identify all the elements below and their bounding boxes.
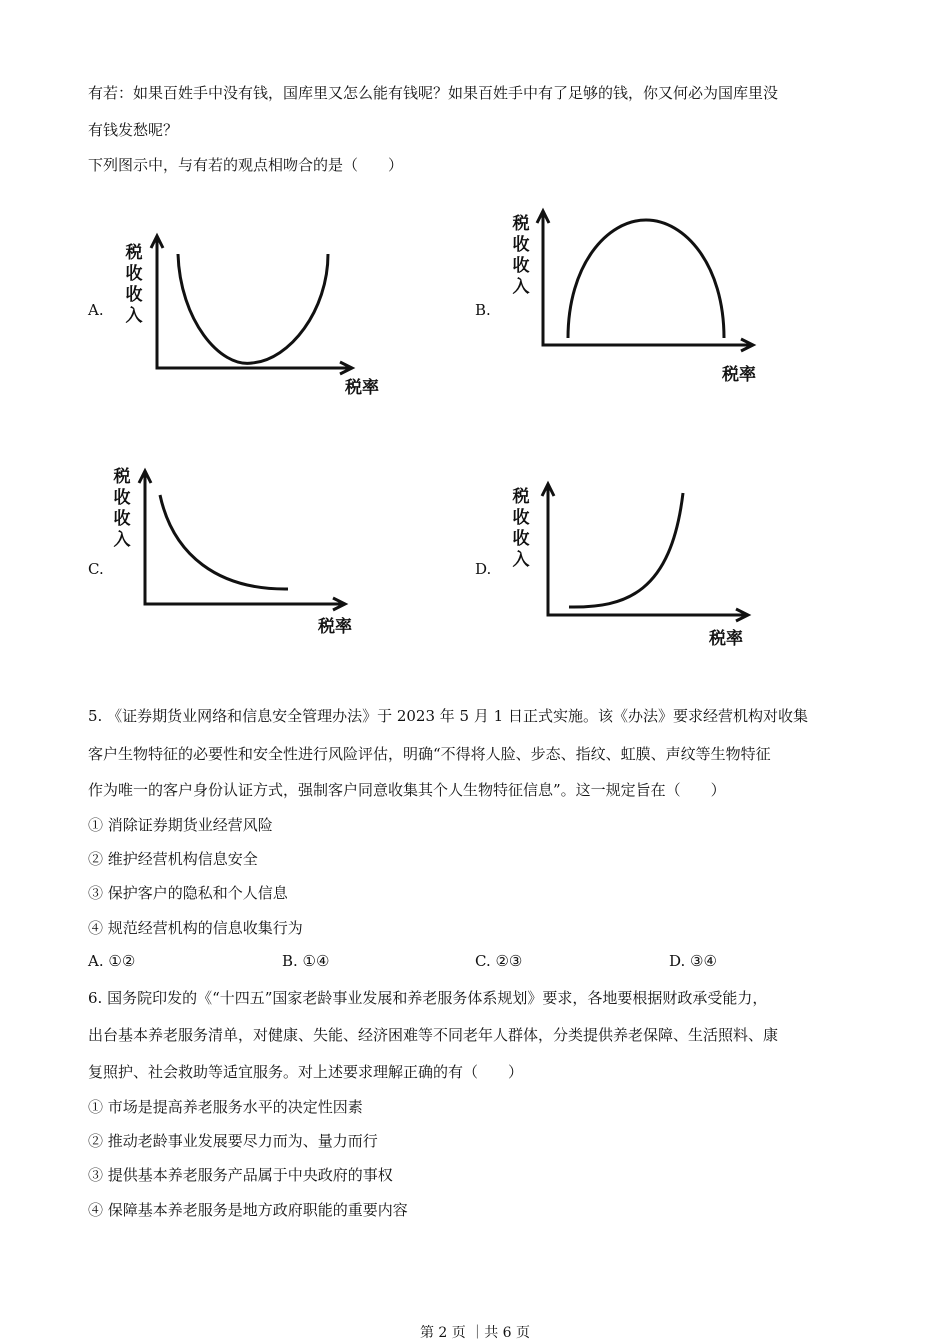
question-6-line-3: 复照护、社会救助等适宜服务。对上述要求理解正确的有（ ） <box>88 1063 524 1081</box>
question-6-line-2: 出台基本养老服务清单，对健康、失能、经济困难等不同老年人群体，分类提供养老保障、生活照料、康 <box>88 1026 779 1044</box>
question-5-line-3: 作为唯一的客户身份认证方式，强制客户同意收集其个人生物特征信息”。这一规定旨在（ ） <box>88 781 726 799</box>
question-5-choice-c[interactable]: C. ②③ <box>475 952 523 970</box>
question-6-item: ① 市场是提高养老服务水平的决定性因素 <box>88 1098 363 1116</box>
question-5-choice-b[interactable]: B. ①④ <box>282 952 330 970</box>
question-5-item: ① 消除证券期货业经营风险 <box>88 816 273 834</box>
graph-b <box>527 205 767 355</box>
option-d-label: D. <box>475 560 492 578</box>
page-footer: 第 2 页 ｜共 6 页 <box>419 1325 531 1341</box>
question-4-prompt: 下列图示中，与有若的观点相吻合的是（ ） <box>88 156 404 174</box>
question-5-item: ② 维护经营机构信息安全 <box>88 850 258 868</box>
question-5-line-2: 客户生物特征的必要性和安全性进行风险评估，明确“不得将人脸、步态、指纹、虹膜、声纹等生物特征 <box>88 745 771 763</box>
graph-a <box>140 230 370 380</box>
question-6-item: ③ 提供基本养老服务产品属于中央政府的事权 <box>88 1166 393 1184</box>
question-6-item: ② 推动老龄事业发展要尽力而为、量力而行 <box>88 1132 378 1150</box>
graph-b-ylabel: 税 收 收 入 <box>512 214 530 297</box>
graph-b-xlabel: 税率 <box>722 365 756 385</box>
question-5-item: ④ 规范经营机构的信息收集行为 <box>88 919 303 937</box>
intro-line-2: 有钱发愁呢？ <box>88 121 179 139</box>
graph-c-curve <box>160 495 288 589</box>
option-b-label: B. <box>475 301 491 319</box>
graph-d-xlabel: 税率 <box>709 629 743 649</box>
graph-d-curve <box>569 493 683 607</box>
graph-b-curve <box>568 220 724 338</box>
graph-c <box>128 465 358 615</box>
question-5-line-1: 5. 《证券期货业网络和信息安全管理办法》于 2023 年 5 月 1 日正式实施。该《办法》要求经营机构对收集 <box>88 707 808 725</box>
question-6-line-1: 6. 国务院印发的《“十四五”国家老龄事业发展和养老服务体系规划》要求，各地要根据财政承受能力， <box>88 989 768 1007</box>
graph-d-ylabel: 税 收 收 入 <box>512 487 530 570</box>
question-5-choice-a[interactable]: A. ①② <box>88 952 136 970</box>
question-6-item: ④ 保障基本养老服务是地方政府职能的重要内容 <box>88 1201 408 1219</box>
graph-a-curve <box>178 254 328 363</box>
question-5-choice-d[interactable]: D. ③④ <box>669 952 717 970</box>
graph-a-xlabel: 税率 <box>345 378 379 398</box>
graph-d <box>531 478 761 628</box>
graph-a-ylabel: 税 收 收 入 <box>125 243 143 326</box>
intro-line-1: 有若：如果百姓手中没有钱，国库里又怎么能有钱呢？如果百姓手中有了足够的钱，你又何必为国库里没 <box>88 84 779 102</box>
option-a-label: A. <box>88 301 104 319</box>
question-5-item: ③ 保护客户的隐私和个人信息 <box>88 884 288 902</box>
graph-c-xlabel: 税率 <box>318 617 352 637</box>
graph-c-ylabel: 税 收 收 入 <box>113 467 131 550</box>
option-c-label: C. <box>88 560 104 578</box>
